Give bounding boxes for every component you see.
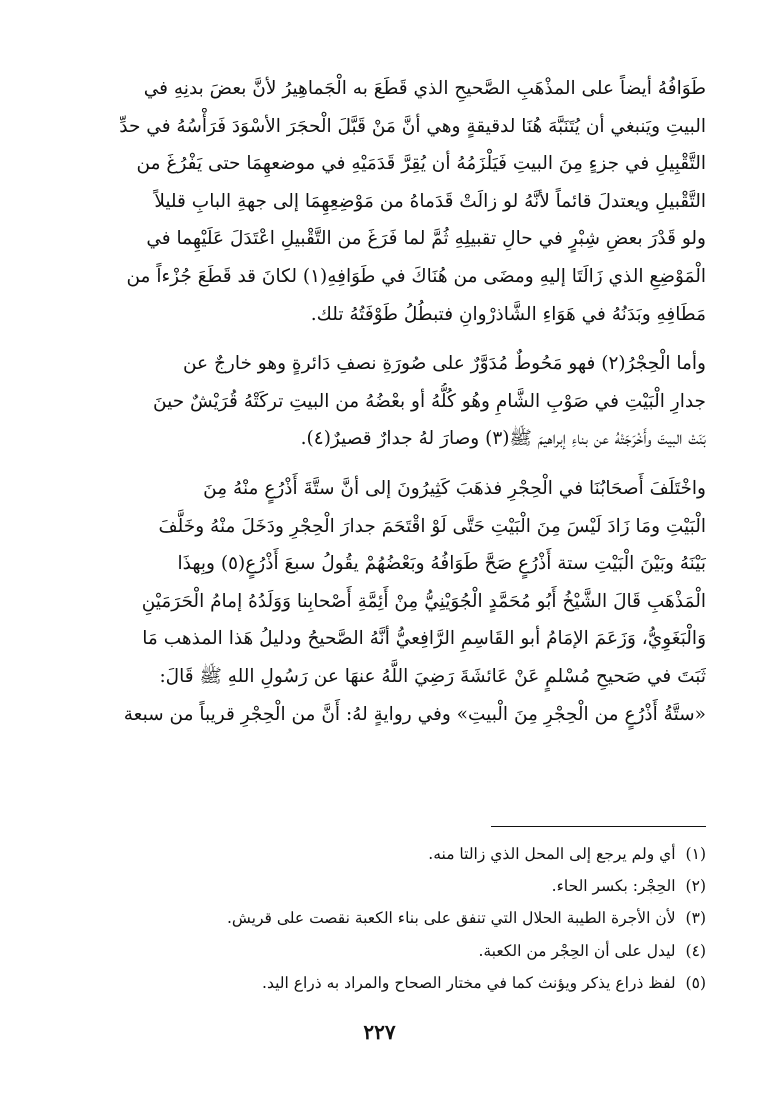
text-line: «ستَّةُ أَذْرُعٍ من الْحِجْرِ مِنَ الْبيتِ» وفي روايةٍ لهُ: أَنَّ من الْحِجْرِ قريباً من سبعة: [123, 703, 706, 725]
footnote-text: أي ولم يرجع إلى المحل الذي زالتا منه.: [428, 845, 676, 863]
text-line: مَطَافِهِ وبَدَنُهُ في هَوَاءِ الشَّاذرْوانِ فتبطُلُ طَوْفَتُهُ تلك.: [310, 303, 706, 325]
paragraph-hijr: [66, 345, 706, 458]
text-line: بَيْنَهُ وبَيْنَ الْبَيْتِ ستة أَذْرُعٍ صَحَّ طَوَافُهُ وبَعْضُهُمْ يقُولُ سبعَ أَذْرُعٍ(٥) وبِهذَا: [177, 553, 706, 575]
text-line: جدارِ الْبَيْتِ في صَوْبِ الشَّامِ وهُو كُلُّهُ أو بعْضُهُ من البيتِ تركَتْهُ قُرَيْشٌ حينَ: [153, 390, 706, 412]
footnote-1: [80, 838, 706, 870]
footnote-3: [80, 902, 706, 934]
footnote-text: لفظ ذراع يذكر ويؤنث كما في مختار الصحاح والمراد به ذراع اليد.: [262, 973, 676, 992]
footnote-number: (٥): [685, 973, 706, 992]
text-line: التَّقْبيلِ ويعتدلَ قائماً لأنَّهُ لو زالَتْ قَدَماهُ من مَوْضِعِهِمَا إلى جهةِ البابِ قليلاً: [154, 190, 706, 212]
footnote-separator: [491, 826, 706, 827]
text-line: واخْتَلَفَ أَصحَابُنَا في الْحِجْرِ فذهَبَ كَثِيرُونَ إلى أنَّ ستَّةَ أَذْرُعٍ منْهُ مِنَ: [203, 477, 706, 499]
footnote-number: (١): [685, 845, 706, 863]
footnote-4: [80, 935, 706, 967]
text-line: ولو قَدْرَ بعضِ شِبْرٍ في حالِ تقبيلِهِ ثُمَّ لما فَرَغَ من التَّقْبيلِ اعْتَدَلَ عَلَيْهِما في: [146, 228, 706, 250]
text-line: طَوَافُهُ أيضاً على المذْهَبِ الصَّحيحِ الذي قَطَعَ به الْجَماهِيرُ لأنَّ بعضَ بدنِهِ في: [143, 78, 706, 99]
text-line: التَّقْبِيلِ في جزءٍ مِنَ البيتِ فَيَلْزَمُهُ أن يُقِرَّ قَدَمَيْهِ في موضعهِمَا حتى يَفْرُغَ من: [136, 153, 706, 175]
paragraph-disagreement: [66, 470, 706, 733]
text-line: وَالْبَغَوِيُّ، وَزَعَمَ الإمَامُ أبو القَاسِمِ الرَّافِعيُّ أنَّهُ الصَّحيحُ ودليلُ هَذا المذهب مَا: [142, 628, 706, 650]
text-line: الْبَيْتِ ومَا زَادَ لَيْسَ مِنَ الْبَيْتِ حَتَّى لَوْ اقْتَحَمَ جدارَ الْحِجْرِ ودَخَلَ منْهُ وخَلَّفَ: [158, 515, 706, 537]
footnote-5: [80, 967, 706, 999]
text-line: البيتِ ويَنبغي أن يُتَنَبَّهَ هُنَا لدقيقةٍ وهي أنَّ مَنْ قَبَّلَ الْحجَرَ الأسْوَدَ فَرَأْسُهُ في حدِّ: [119, 115, 706, 137]
footnote-number: (٤): [685, 941, 706, 960]
page-number: ٢٢٧: [363, 1020, 396, 1044]
footnote-text: ليدل على أن الحِجْر من الكعبة.: [478, 941, 676, 960]
text-line: وأما الْحِجْرُ(٢) فهو مَحُوطٌ مُدَوَّرٌ على صُورَةِ نصفِ دَائرةٍ وهو خارجٌ عن: [182, 353, 706, 375]
paragraph-tawaf: [66, 70, 706, 333]
text-line: بَنَتْ البيتَ وأَخْرَجَتْهُ عن بناءِ إبراهيمَ ﷺ(٣) وصارَ لهُ جدارٌ قصيرٌ(٤).: [300, 428, 706, 450]
footnote-number: (٣): [685, 909, 706, 928]
text-line: الْمَوْضِعِ الذي زَالَتَا إليهِ ومضَى من هُنَاكَ في طَوَافِهِ(١) لكانَ قد قَطَعَ جُزْءاً من: [126, 265, 706, 287]
footnote-text: لأن الأجرة الطيبة الحلال التي تنفق على بناء الكعبة نقصت على قريش.: [226, 909, 676, 928]
text-line: الْمَذْهَبِ قَالَ الشَّيْخُ أَبُو مُحَمَّدٍ الْجُوَيْنِيُّ مِنْ أَئِمَّةِ أَصْحابِنا وَوَلَدُهُ إمامُ الْحَرَمَيْنِ: [141, 590, 706, 612]
footnotes: [80, 838, 706, 999]
footnote-2: [80, 870, 706, 902]
text-line: ثَبَتَ في صَحيحِ مُسْلمٍ عَنْ عَائشَةَ رَضِيَ اللَّهُ عنهَا عن رَسُولِ اللهِ ﷺ قَالَ:: [159, 665, 706, 687]
footnote-text: الحِجْر: بكسر الحاء.: [551, 877, 676, 896]
footnote-number: (٢): [685, 877, 706, 896]
main-text: [66, 70, 706, 733]
